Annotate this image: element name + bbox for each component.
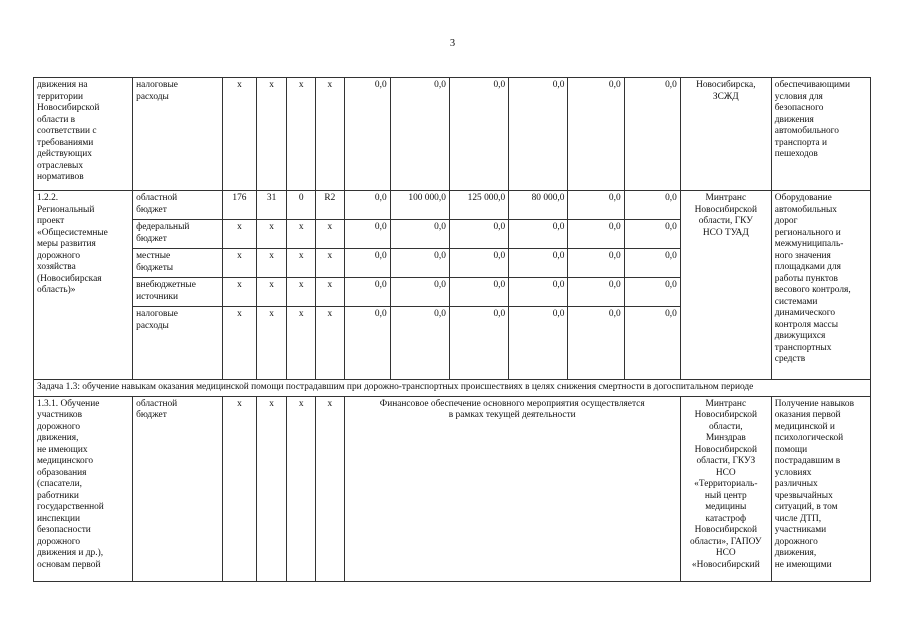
code-cell: x (287, 278, 316, 307)
code-cell: x (256, 249, 287, 278)
value-cell: 0,0 (568, 307, 624, 380)
code-cell: x (223, 78, 257, 191)
value-cell: 0,0 (568, 278, 624, 307)
code-cell: x (316, 396, 345, 581)
code-cell: x (316, 220, 345, 249)
funding-source-cell: налоговые расходы (133, 307, 223, 380)
code-cell: x (287, 220, 316, 249)
value-cell: 0,0 (509, 249, 568, 278)
value-cell: 0,0 (624, 220, 680, 249)
result-cell: Оборудование автомобильных дорог регионального и межмуниципаль- ного значения площадками для работы пунктов весового контроля, системами динамического контроля массы движущихся транспортных средств (771, 191, 870, 380)
value-cell: 0,0 (449, 278, 508, 307)
code-cell: 0 (287, 191, 316, 220)
code-cell: x (223, 396, 257, 581)
value-cell: 0,0 (344, 307, 390, 380)
value-cell: 0,0 (624, 191, 680, 220)
value-cell: 0,0 (568, 220, 624, 249)
table-row (34, 78, 871, 191)
value-cell: 0,0 (390, 249, 449, 278)
value-cell: 100 000,0 (390, 191, 449, 220)
value-cell: 0,0 (344, 220, 390, 249)
result-cell: Получение навыков оказания первой медицинской и психологической помощи пострадавшим в условиях различных чрезвычайных ситуаций, в том числе ДТП, участниками дорожного движения, не имеющими (771, 396, 870, 581)
result-cell: обеспечивающими условия для безопасного движения автомобильного транспорта и пешеходов (771, 78, 870, 191)
value-cell: 0,0 (344, 278, 390, 307)
code-cell: x (256, 307, 287, 380)
funding-source-cell: местные бюджеты (133, 249, 223, 278)
funding-source-cell: внебюджетные источники (133, 278, 223, 307)
code-cell: R2 (316, 191, 345, 220)
code-cell: x (256, 396, 287, 581)
value-cell: 0,0 (390, 78, 449, 191)
code-cell: x (223, 220, 257, 249)
value-cell: 0,0 (449, 307, 508, 380)
value-cell: 0,0 (624, 78, 680, 191)
activity-name-cell: 1.3.1. Обучение участников дорожного движения, не имеющих медицинского образования (спасатели, работники государственной инспекции безопасности дорожного движения и др.), основам первой (34, 396, 133, 581)
task-heading: Задача 1.3: обучение навыкам оказания медицинской помощи пострадавшим при дорожно-транспортных происшествиях в целях снижения смертности в догоспитальном периоде (34, 380, 871, 397)
code-cell: x (223, 249, 257, 278)
value-cell: 0,0 (624, 278, 680, 307)
code-cell: x (287, 307, 316, 380)
value-cell: 0,0 (509, 78, 568, 191)
value-cell: 125 000,0 (449, 191, 508, 220)
code-cell: x (316, 278, 345, 307)
code-cell: x (316, 307, 345, 380)
value-cell: 0,0 (344, 78, 390, 191)
code-cell: x (256, 78, 287, 191)
program-table (33, 77, 871, 582)
value-cell: 0,0 (390, 278, 449, 307)
value-cell: 0,0 (624, 307, 680, 380)
financing-note-cell: Финансовое обеспечение основного мероприятия осуществляется в рамках текущей деятельности (344, 396, 680, 581)
value-cell: 0,0 (344, 249, 390, 278)
funding-source-cell: налоговые расходы (133, 78, 223, 191)
value-cell: 0,0 (509, 307, 568, 380)
code-cell: x (223, 278, 257, 307)
code-cell: 31 (256, 191, 287, 220)
executor-cell: Минтранс Новосибирской области, ГКУ НСО ТУАД (680, 191, 771, 380)
value-cell: 80 000,0 (509, 191, 568, 220)
executor-cell: Новосибирска, ЗСЖД (680, 78, 771, 191)
value-cell: 0,0 (449, 220, 508, 249)
value-cell: 0,0 (568, 78, 624, 191)
code-cell: 176 (223, 191, 257, 220)
value-cell: 0,0 (568, 191, 624, 220)
code-cell: x (256, 278, 287, 307)
value-cell: 0,0 (390, 220, 449, 249)
value-cell: 0,0 (509, 220, 568, 249)
value-cell: 0,0 (568, 249, 624, 278)
page-number: 3 (449, 38, 456, 49)
code-cell: x (223, 307, 257, 380)
code-cell: x (287, 396, 316, 581)
table-row (34, 380, 871, 397)
value-cell: 0,0 (449, 249, 508, 278)
executor-cell: Минтранс Новосибирской области, Минздрав Новосибирской области, ГКУЗ НСО «Территориаль- ный центр медицины катастроф Новосибирской области», ГАПОУ НСО «Новосибирский (680, 396, 771, 581)
code-cell: x (287, 249, 316, 278)
funding-source-cell: областной бюджет (133, 396, 223, 581)
value-cell: 0,0 (390, 307, 449, 380)
value-cell: 0,0 (344, 191, 390, 220)
code-cell: x (316, 78, 345, 191)
table-row (34, 191, 871, 220)
funding-source-cell: федеральный бюджет (133, 220, 223, 249)
value-cell: 0,0 (449, 78, 508, 191)
funding-source-cell: областной бюджет (133, 191, 223, 220)
activity-name-cell: движения на территории Новосибирской области в соответствии с требованиями действующих отраслевых нормативов (34, 78, 133, 191)
value-cell: 0,0 (509, 278, 568, 307)
value-cell: 0,0 (624, 249, 680, 278)
code-cell: x (316, 249, 345, 278)
code-cell: x (287, 78, 316, 191)
code-cell: x (256, 220, 287, 249)
activity-name-cell: 1.2.2. Региональный проект «Общесистемные меры развития дорожного хозяйства (Новосибирская область)» (34, 191, 133, 380)
table-row (34, 396, 871, 581)
